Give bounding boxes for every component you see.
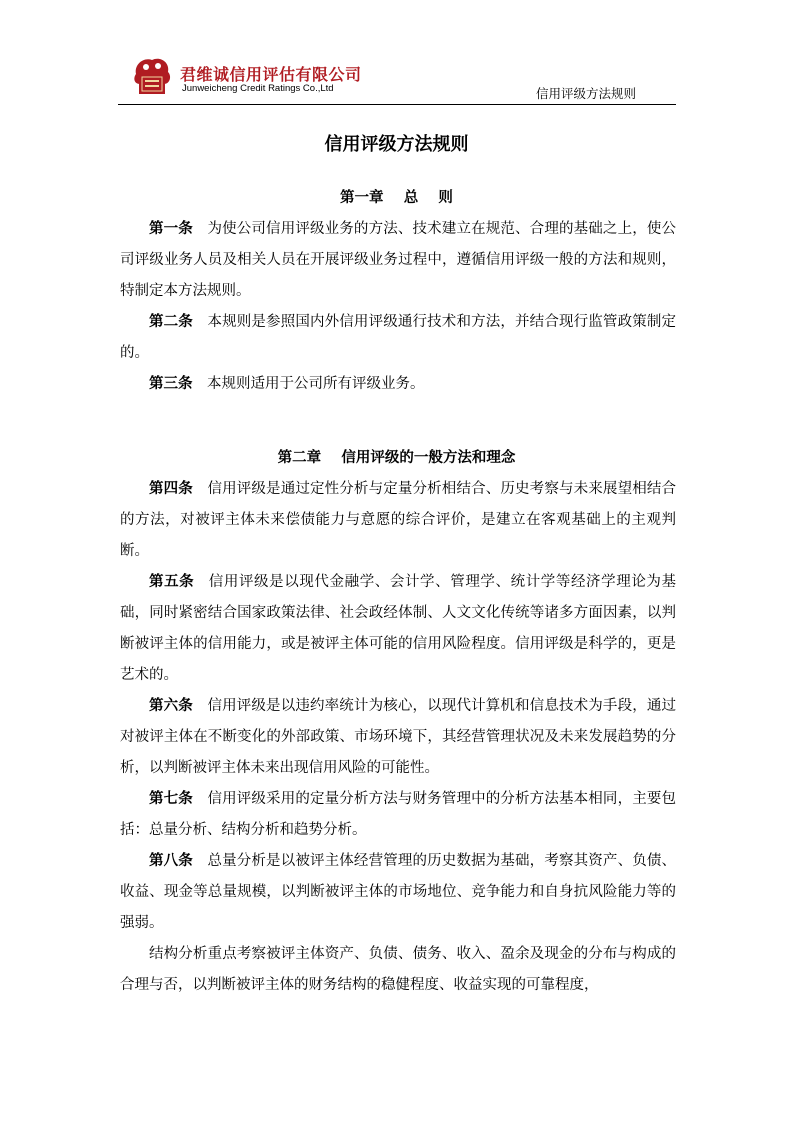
company-name-en: Junweicheng Credit Ratings Co.,Ltd: [182, 83, 334, 94]
page-header: [118, 48, 676, 105]
page-title: 信用评级方法规则: [324, 134, 469, 155]
article-paragraph: [120, 214, 676, 307]
article-paragraph: [120, 567, 676, 691]
article-text: 信用评级是通过定性分析与定量分析相结合、历史考察与未来展望相结合的方法，对被评主体未来偿债能力与意愿的综合评价，是建立在客观基础上的主观判断。: [120, 481, 677, 559]
article-label: 第四条: [149, 481, 193, 497]
article-text: 总量分析是以被评主体经营管理的历史数据为基础，考察其资产、负债、收益、现金等总量规模，以判断被评主体的市场地位、竞争能力和自身抗风险能力等的强弱。: [120, 853, 677, 931]
company-logo-icon: [130, 54, 174, 98]
article-paragraph: [120, 784, 676, 846]
article-label: 第六条: [149, 698, 193, 714]
article-label: 第二条: [149, 314, 193, 330]
article-text: 信用评级是以违约率统计为核心，以现代计算机和信息技术为手段，通过对被评主体在不断变化的外部政策、市场环境下，其经营管理状况及未来发展趋势的分析，以判断被评主体未来出现信用风险的可能性。: [120, 698, 677, 776]
header-document-title: 信用评级方法规则: [535, 86, 636, 101]
article-label: 第七条: [149, 791, 193, 807]
chapter-heading: 第一章 总 则: [340, 190, 453, 206]
continuation-paragraph: 结构分析重点考察被评主体资产、负债、债务、收入、盈余及现金的分布与构成的合理与否，以判断被评主体的财务结构的稳健程度、收益实现的可靠程度，: [120, 946, 676, 993]
company-name-cn: 君维诚信用评估有限公司: [180, 65, 362, 84]
article-label: 第一条: [149, 221, 193, 237]
article-paragraph: [120, 846, 676, 939]
article-text: 信用评级是以现代金融学、会计学、管理学、统计学等经济学理论为基础，同时紧密结合国家政策法律、社会政经体制、人文文化传统等诸多方面因素，以判断被评主体的信用能力，或是被评主体可能的信用风险程度。信用评级是科学的，更是艺术的。: [120, 574, 677, 683]
article-text: 本规则是参照国内外信用评级通行技术和方法，并结合现行监管政策制定的。: [120, 314, 677, 361]
article-text: 为使公司信用评级业务的方法、技术建立在规范、合理的基础之上，使公司评级业务人员及相关人员在开展评级业务过程中，遵循信用评级一般的方法和规则，特制定本方法规则。: [120, 221, 677, 299]
article-label: 第八条: [149, 853, 193, 869]
chapter-heading: 第二章 信用评级的一般方法和理念: [277, 450, 516, 466]
article-label: 第三条: [149, 376, 193, 392]
article-text: 本规则适用于公司所有评级业务。: [207, 376, 425, 392]
article-label: 第五条: [149, 574, 195, 590]
article-paragraph: [120, 369, 676, 400]
article-paragraph: [120, 307, 676, 369]
article-paragraph: [120, 474, 676, 567]
article-paragraph: [120, 691, 676, 784]
article-text: 信用评级采用的定量分析方法与财务管理中的分析方法基本相同，主要包括：总量分析、结构分析和趋势分析。: [120, 791, 677, 838]
